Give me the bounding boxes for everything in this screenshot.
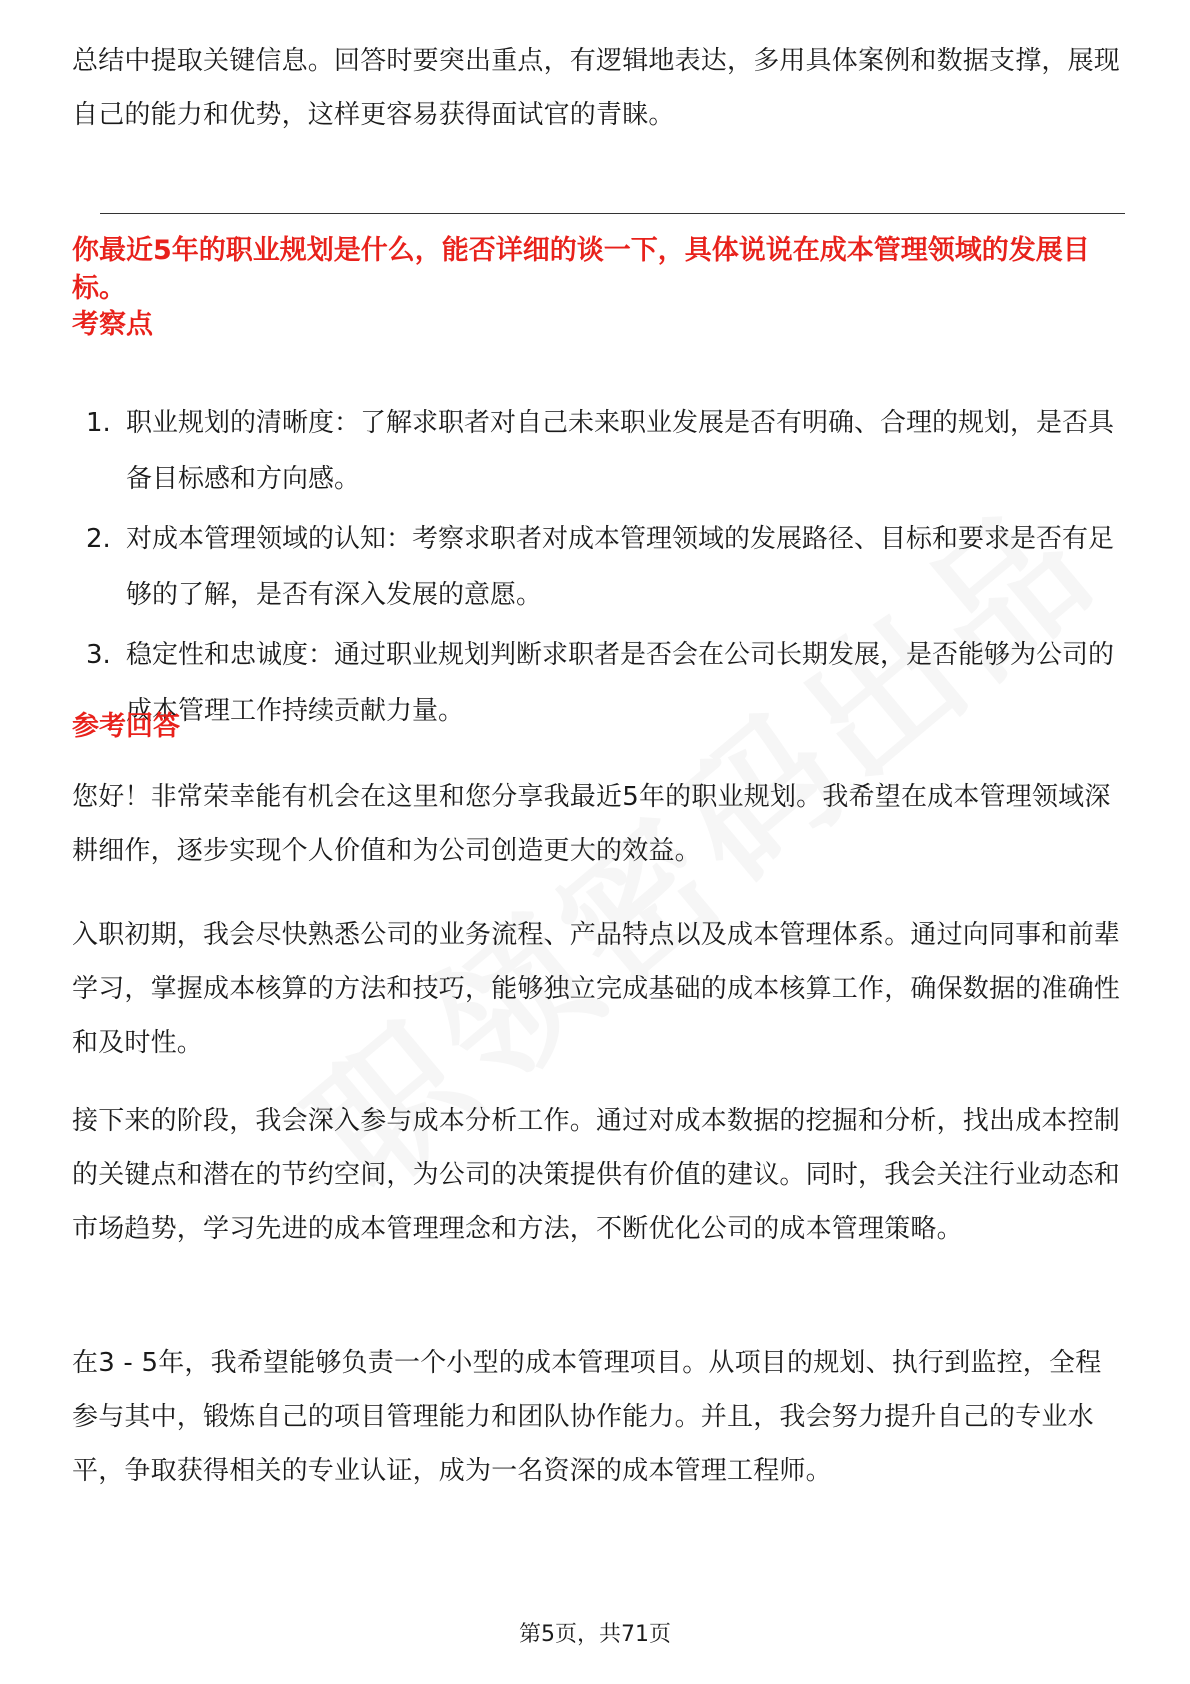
answer-paragraph: 在3 - 5年，我希望能够负责一个小型的成本管理项目。从项目的规划、执行到监控，全程参与其中，锻炼自己的项目管理能力和团队协作能力。并且，我会努力提升自己的专业水平，争取获得相关的专业认证，成为一名资深的成本管理工程师。 xyxy=(72,1348,1102,1486)
list-item xyxy=(72,395,1132,507)
list-item xyxy=(72,511,1132,623)
answer-paragraph: 您好！非常荣幸能有机会在这里和您分享我最近5年的职业规划。我希望在成本管理领域深耕细作，逐步实现个人价值和为公司创造更大的效益。 xyxy=(72,782,1111,866)
answer-paragraph: 入职初期，我会尽快熟悉公司的业务流程、产品特点以及成本管理体系。通过向同事和前辈学习，掌握成本核算的方法和技巧，能够独立完成基础的成本核算工作，确保数据的准确性和及时性。 xyxy=(72,920,1121,1058)
answer-section-title: 参考回答 xyxy=(72,711,180,742)
assessment-points-list xyxy=(72,395,1132,743)
list-item-number: 2. xyxy=(86,524,111,554)
page-indicator: 第5页，共71页 xyxy=(519,1622,671,1647)
intro-paragraph: 总结中提取关键信息。回答时要突出重点，有逻辑地表达，多用具体案例和数据支撑，展现自己的能力和优势，这样更容易获得面试官的青睐。 xyxy=(72,46,1121,130)
list-item-number: 1. xyxy=(86,408,111,438)
list-item xyxy=(72,627,1132,739)
list-item-text: 稳定性和忠诚度：通过职业规划判断求职者是否会在公司长期发展，是否能够为公司的成本管理工作持续贡献力量。 xyxy=(126,640,1115,726)
assessment-section-title: 考察点 xyxy=(72,309,153,340)
interview-question: 你最近5年的职业规划是什么，能否详细的谈一下，具体说说在成本管理领域的发展目标。 xyxy=(72,235,1090,304)
section-divider xyxy=(100,213,1125,214)
list-item-text: 对成本管理领域的认知：考察求职者对成本管理领域的发展路径、目标和要求是否有足够的了解，是否有深入发展的意愿。 xyxy=(126,524,1115,610)
list-item-text: 职业规划的清晰度：了解求职者对自己未来职业发展是否有明确、合理的规划，是否具备目标感和方向感。 xyxy=(126,408,1115,494)
answer-paragraph: 接下来的阶段，我会深入参与成本分析工作。通过对成本数据的挖掘和分析，找出成本控制的关键点和潜在的节约空间，为公司的决策提供有价值的建议。同时，我会关注行业动态和市场趋势，学习先进的成本管理理念和方法，不断优化公司的成本管理策略。 xyxy=(72,1106,1121,1244)
list-item-number: 3. xyxy=(86,640,111,670)
